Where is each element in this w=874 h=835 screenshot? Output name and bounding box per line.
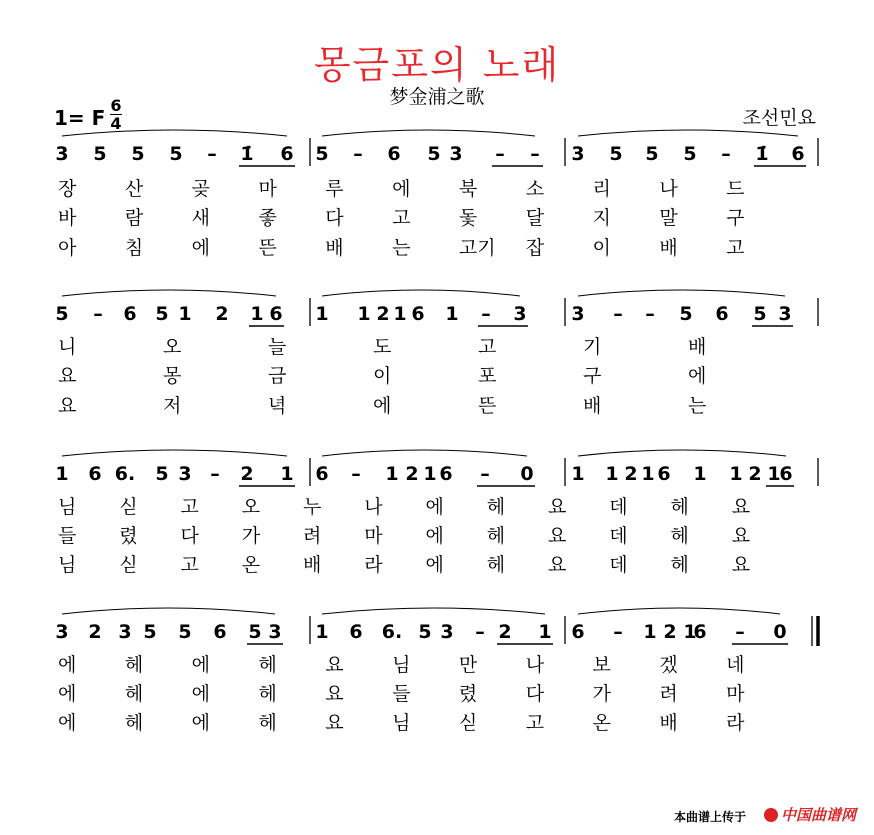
note: –	[613, 303, 623, 325]
note: 6	[349, 621, 363, 643]
note: 6	[280, 143, 294, 165]
note: 5	[418, 621, 432, 643]
lyric-syllable: 고	[478, 336, 497, 358]
lyric-syllable: 나	[364, 496, 383, 518]
note: 5	[679, 303, 693, 325]
lyric-syllable: 말	[659, 207, 678, 229]
note: 6	[715, 303, 729, 325]
slur	[578, 450, 786, 456]
note: 3	[778, 303, 792, 325]
lyric-syllable: 고	[525, 712, 545, 734]
lyric-syllable: 지	[592, 207, 611, 229]
lyric-syllable: 헤	[670, 496, 689, 518]
key-signature: 1= F	[54, 106, 106, 130]
note: 3	[449, 143, 463, 165]
note: 1	[605, 463, 619, 485]
lyric-syllable: 도	[373, 336, 392, 358]
lyric-syllable: 에	[191, 712, 210, 734]
lyric-syllable: 람	[124, 207, 144, 229]
note: 1	[423, 463, 437, 485]
note: 1	[55, 463, 69, 485]
lyric-syllable: 곶	[191, 178, 210, 200]
lyric-syllable: 에	[191, 654, 210, 676]
lyric-syllable: 고기	[458, 237, 496, 259]
note: 5	[178, 621, 192, 643]
lyric-syllable: 님	[392, 654, 411, 676]
lyric-syllable: 요	[548, 554, 567, 576]
lyric-syllable: 몽	[163, 365, 182, 387]
lyric-syllable: 데	[609, 525, 628, 547]
slur	[62, 290, 276, 296]
note: 6	[88, 463, 102, 485]
note: 3	[178, 463, 192, 485]
lyric-syllable: 헤	[258, 683, 277, 705]
lyric-syllable: 나	[525, 654, 545, 676]
lyric-syllable: 요	[731, 525, 751, 547]
note: 5	[169, 143, 183, 165]
note: 1	[393, 303, 407, 325]
meter-bottom: 4	[110, 114, 122, 133]
lyric-syllable: 루	[325, 178, 344, 200]
note: 3	[571, 303, 585, 325]
note: 2	[498, 621, 512, 643]
note: 5	[131, 143, 145, 165]
note: 2	[405, 463, 419, 485]
lyric-syllable: 온	[592, 712, 611, 734]
note: 2	[215, 303, 229, 325]
composer-credit: 조선민요	[742, 107, 816, 129]
lyric-syllable: 에	[425, 525, 444, 547]
lyric-syllable: 아	[58, 237, 77, 259]
lyric-syllable: 바	[58, 207, 77, 229]
note: –	[480, 463, 490, 485]
lyric-syllable: 다	[325, 207, 344, 229]
lyric-syllable: 고	[180, 554, 199, 576]
lyric-syllable: 소	[525, 178, 545, 200]
note: 2	[748, 463, 762, 485]
lyric-syllable: 에	[191, 683, 210, 705]
note: 5	[645, 143, 659, 165]
note: 5	[609, 143, 623, 165]
lyric-syllable: 장	[58, 178, 77, 200]
note: 6	[213, 621, 227, 643]
lyric-syllable: 배	[688, 336, 707, 358]
lyric-syllable: 니	[58, 336, 77, 358]
lyric-syllable: 늘	[268, 336, 287, 358]
lyric-syllable: 이	[373, 365, 392, 387]
note: 2	[376, 303, 390, 325]
lyric-syllable: 에	[425, 554, 444, 576]
note: –	[721, 143, 731, 165]
note: 1	[315, 621, 329, 643]
note: 6.	[114, 463, 136, 485]
note: 3	[440, 621, 454, 643]
note: 5	[315, 143, 329, 165]
lyric-syllable: 요	[731, 554, 751, 576]
lyric-syllable: 다	[525, 683, 545, 705]
lyric-syllable: 포	[478, 365, 497, 387]
lyric-syllable: 뜬	[478, 395, 497, 417]
note: –	[495, 143, 505, 165]
slur	[578, 608, 780, 614]
lyric-syllable: 에	[688, 365, 707, 387]
note: 5	[155, 303, 169, 325]
site-logo	[764, 804, 856, 825]
note: –	[645, 303, 655, 325]
lyric-syllable: 려	[659, 683, 678, 705]
note: 1	[385, 463, 399, 485]
lyric-syllable: 배	[583, 395, 602, 417]
note: 1	[250, 303, 264, 325]
lyric-syllable: 산	[124, 178, 144, 200]
lyric-syllable: 에	[58, 654, 77, 676]
note: 1̇	[755, 143, 769, 165]
note: 2	[624, 463, 638, 485]
lyric-syllable: 헤	[670, 554, 689, 576]
lyric-syllable: 가	[241, 525, 261, 547]
lyric-syllable: 돛	[458, 207, 478, 229]
lyric-syllable: 침	[124, 237, 144, 259]
lyric-syllable: 님	[58, 496, 77, 518]
lyric-syllable: 이	[592, 237, 611, 259]
note: 5	[93, 143, 107, 165]
lyric-syllable: 요	[548, 525, 567, 547]
lyric-syllable: 는	[392, 237, 411, 259]
slur	[322, 130, 535, 136]
lyric-syllable: 배	[659, 712, 678, 734]
lyric-syllable: 요	[325, 683, 344, 705]
lyric-syllable: 요	[58, 395, 77, 417]
lyric-syllable: 온	[241, 554, 261, 576]
note: –	[530, 143, 540, 165]
lyric-syllable: 들	[58, 525, 77, 547]
note: 5	[427, 143, 441, 165]
lyric-syllable: 에	[191, 237, 210, 259]
lyric-syllable: 싣	[458, 712, 478, 734]
lyric-syllable: 좋	[258, 207, 277, 229]
song-title: 몽금포의 노래	[313, 43, 561, 87]
note: 5	[155, 463, 169, 485]
lyric-syllable: 헤	[486, 554, 506, 576]
lyric-syllable: 가	[592, 683, 611, 705]
note: 5	[753, 303, 767, 325]
lyric-syllable: 요	[548, 496, 567, 518]
note: 3	[55, 143, 69, 165]
lyric-syllable: 에	[58, 712, 77, 734]
lyric-syllable: 님	[392, 712, 411, 734]
note: –	[207, 143, 217, 165]
note: 1	[445, 303, 459, 325]
note: 1	[571, 463, 585, 485]
lyric-syllable: 헤	[258, 712, 277, 734]
note: –	[210, 463, 220, 485]
note: 6	[411, 303, 425, 325]
lyric-syllable: 려	[303, 525, 322, 547]
lyric-syllable: 뜬	[258, 237, 277, 259]
note: 5	[143, 621, 157, 643]
slur	[578, 130, 798, 136]
note: 5	[55, 303, 69, 325]
lyric-syllable: 배	[325, 237, 344, 259]
lyric-syllable: 라	[364, 554, 383, 576]
lyric-syllable: 구	[583, 365, 602, 387]
lyric-syllable: 오	[163, 336, 182, 358]
footer-label: 本曲谱上传于	[673, 810, 746, 824]
lyric-syllable: 기	[583, 336, 602, 358]
lyric-syllable: 네	[726, 654, 745, 676]
lyric-syllable: 고	[392, 207, 411, 229]
lyric-syllable: 에	[392, 178, 411, 200]
lyric-syllable: 에	[425, 496, 444, 518]
lyric-syllable: 헤	[486, 496, 506, 518]
note: 1	[357, 303, 371, 325]
note: 6	[315, 463, 329, 485]
meter-top: 6	[110, 96, 122, 115]
note: 1	[683, 621, 697, 643]
lyric-syllable: 다	[180, 525, 199, 547]
slur	[322, 290, 520, 296]
slur	[322, 450, 527, 456]
lyric-syllable: 요	[731, 496, 751, 518]
note: 6.	[381, 621, 403, 643]
lyric-syllable: 마	[258, 178, 277, 200]
lyric-syllable: 에	[58, 683, 77, 705]
note: 1	[643, 621, 657, 643]
lyric-syllable: 드	[726, 178, 745, 200]
note: 1	[767, 463, 781, 485]
note: 6	[439, 463, 453, 485]
note: 3	[55, 621, 69, 643]
note: 1	[641, 463, 655, 485]
note: 5	[683, 143, 697, 165]
lyric-syllable: 고	[726, 237, 745, 259]
slur	[62, 450, 287, 456]
lyric-syllable: 마	[364, 525, 383, 547]
site-logo-text: 中国曲谱网	[780, 806, 856, 824]
note: 2	[88, 621, 102, 643]
lyric-syllable: 배	[303, 554, 322, 576]
lyric-syllable: 헤	[124, 654, 144, 676]
note: 1	[729, 463, 743, 485]
lyric-syllable: 나	[659, 178, 678, 200]
lyric-syllable: 들	[392, 683, 411, 705]
note: 1	[538, 621, 552, 643]
lyric-syllable: 만	[458, 654, 478, 676]
note: 1̇	[240, 143, 254, 165]
lyric-syllable: 보	[592, 654, 611, 676]
lyric-syllable: 렸	[458, 683, 478, 705]
note: 6	[693, 621, 707, 643]
lyric-syllable: 요	[325, 712, 344, 734]
lyric-syllable: 겠	[659, 654, 678, 676]
note: –	[93, 303, 103, 325]
logo-icon	[764, 808, 778, 822]
lyric-syllable: 헤	[124, 683, 144, 705]
note: 1	[178, 303, 192, 325]
slur	[62, 608, 275, 614]
note: 5	[248, 621, 262, 643]
note: 6	[657, 463, 671, 485]
lyric-syllable: 구	[726, 207, 745, 229]
note: 6	[791, 143, 805, 165]
note: 6	[571, 621, 585, 643]
lyric-syllable: 헤	[258, 654, 277, 676]
lyric-syllable: 데	[609, 496, 628, 518]
lyric-syllable: 헤	[486, 525, 506, 547]
lyric-syllable: 오	[241, 496, 261, 518]
note: 1	[280, 463, 294, 485]
lyric-syllable: 금	[268, 365, 287, 387]
lyric-syllable: 배	[659, 237, 678, 259]
note: 3	[571, 143, 585, 165]
slur	[578, 290, 785, 296]
lyric-syllable: 렸	[119, 525, 138, 547]
note: –	[613, 621, 623, 643]
lyric-syllable: 라	[726, 712, 745, 734]
lyric-syllable: 헤	[670, 525, 689, 547]
lyric-syllable: 요	[325, 654, 344, 676]
lyric-syllable: 리	[592, 178, 611, 200]
lyric-syllable: 요	[58, 365, 77, 387]
lyric-syllable: 싣	[119, 554, 138, 576]
note: 3	[118, 621, 132, 643]
note: –	[353, 143, 363, 165]
note: –	[481, 303, 491, 325]
lyric-syllable: 누	[303, 496, 322, 518]
lyric-syllable: 새	[191, 207, 210, 229]
note: 6	[269, 303, 283, 325]
lyric-syllable: 마	[726, 683, 745, 705]
note: 6	[779, 463, 793, 485]
note: 2	[240, 463, 254, 485]
note: 1	[693, 463, 707, 485]
lyric-syllable: 님	[58, 554, 77, 576]
note: 6	[123, 303, 137, 325]
note: 0	[520, 463, 534, 485]
lyric-syllable: 녁	[268, 395, 287, 417]
note: –	[475, 621, 485, 643]
lyric-syllable: 잡	[525, 237, 545, 259]
lyric-syllable: 달	[525, 207, 545, 229]
note: 0	[773, 621, 787, 643]
note: 3	[513, 303, 527, 325]
lyric-syllable: 헤	[124, 712, 144, 734]
slur	[62, 130, 287, 136]
lyric-syllable: 에	[373, 395, 392, 417]
lyric-syllable: 북	[458, 178, 478, 200]
lyric-syllable: 싣	[119, 496, 138, 518]
note: –	[351, 463, 361, 485]
note: 2	[663, 621, 677, 643]
lyric-syllable: 는	[688, 395, 707, 417]
note: –	[735, 621, 745, 643]
note: 3	[268, 621, 282, 643]
note: 6	[387, 143, 401, 165]
lyric-syllable: 저	[163, 395, 182, 417]
lyric-syllable: 데	[609, 554, 628, 576]
song-subtitle: 梦金浦之歌	[389, 86, 485, 108]
note: 1	[315, 303, 329, 325]
lyric-syllable: 고	[180, 496, 199, 518]
slur	[322, 608, 545, 614]
